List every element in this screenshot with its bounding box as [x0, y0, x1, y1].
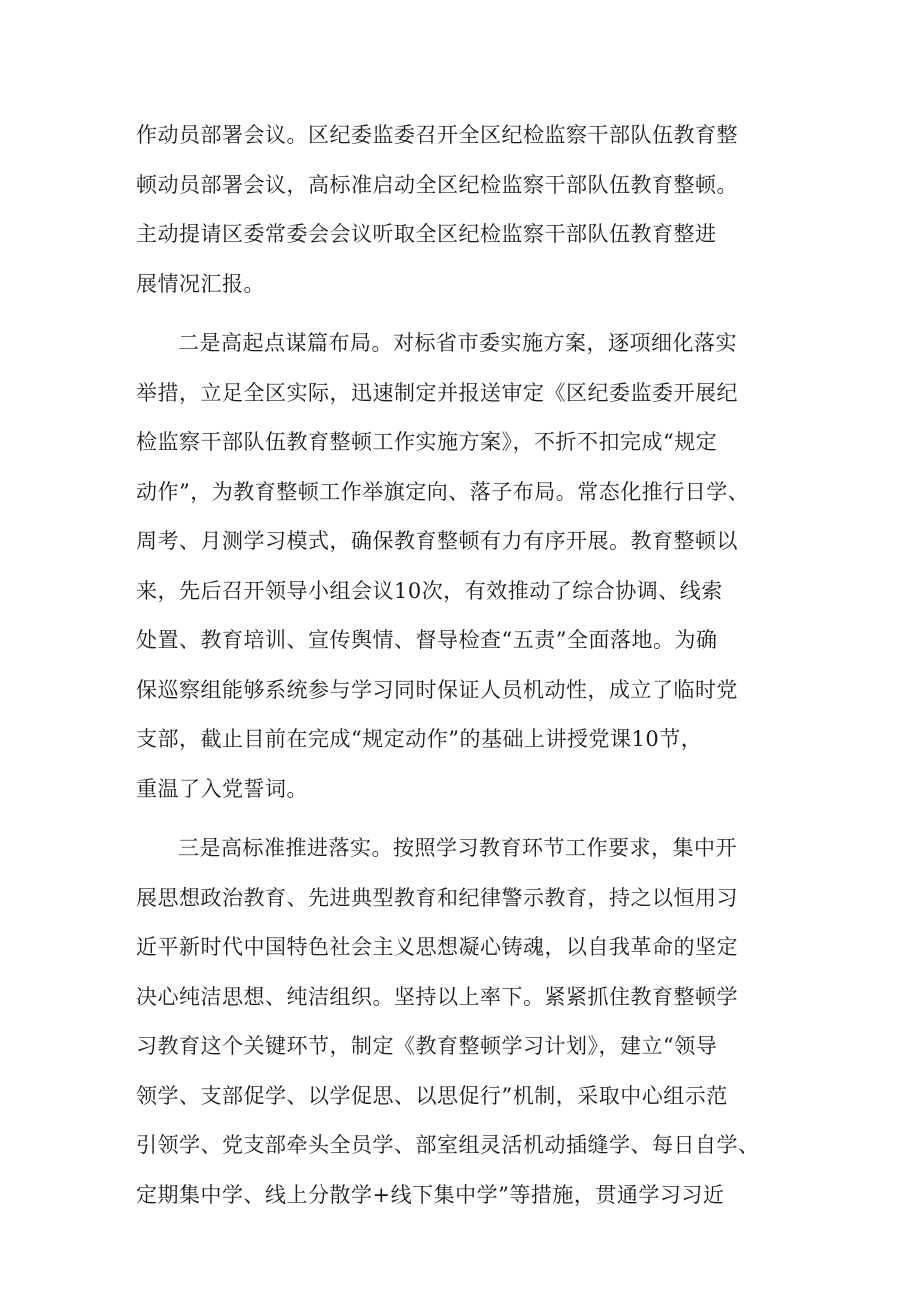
paragraph-line: 领学、支部促学、以学促思、以思促行”机制，采取中心组示范 — [136, 1083, 728, 1108]
paragraph-line: 展情况汇报。 — [136, 271, 265, 296]
paragraph-2 — [136, 319, 796, 814]
paragraph-line: 引领学、党支部牵头全员学、部室组灵活机动插缝学、每日自学、 — [136, 1133, 760, 1157]
paragraph-spacer — [136, 309, 796, 319]
paragraph-line: 重温了入党誓词。 — [136, 776, 308, 801]
paragraph-3 — [136, 824, 796, 1220]
paragraph-line: 展思想政治教育、先进典型教育和纪律警示教育，持之以恒用习 — [136, 885, 738, 910]
paragraph-line: 举措，立足全区实际，迅速制定并报送审定《区纪委监委开展纪 — [136, 380, 738, 405]
paragraph-line: 周考、月测学习模式，确保教育整顿有力有序开展。教育整顿以 — [136, 529, 738, 553]
paragraph-spacer — [136, 814, 796, 824]
paragraph-line: 习教育这个关键环节，制定《教育整顿学习计划》，建立“领导 — [136, 1034, 718, 1058]
paragraph-line: 定期集中学、线上分散学+线下集中学”等措施，贯通学习习近 — [136, 1182, 725, 1207]
paragraph-line: 动作”，为教育整顿工作举旗定向、落子布局。常态化推行日学、 — [136, 479, 750, 504]
paragraph-line: 主动提请区委常委会会议听取全区纪检监察干部队伍教育整进 — [136, 222, 717, 246]
paragraph-line: 保巡察组能够系统参与学习同时保证人员机动性，成立了临时党 — [136, 677, 738, 702]
paragraph-line: 作动员部署会议。区纪委监委召开全区纪检监察干部队伍教育整 — [136, 123, 738, 147]
paragraph-line: 处置、教育培训、宣传舆情、督导检查“五责”全面落地。为确 — [136, 628, 718, 652]
paragraph-line: 来，先后召开领导小组会议10次，有效推动了综合协调、线索 — [136, 578, 723, 603]
document-body — [136, 111, 796, 1220]
paragraph-line: 顿动员部署会议，高标准启动全区纪检监察干部队伍教育整顿。 — [136, 172, 738, 197]
paragraph-line: 支部，截止目前在完成“规定动作”的基础上讲授党课10节， — [136, 727, 703, 751]
paragraph-line: 决心纯洁思想、纯洁组织。坚持以上率下。紧紧抓住教育整顿学 — [136, 984, 738, 1009]
paragraph-line: 检监察干部队伍教育整顿工作实施方案》，不折不扣完成“规定 — [136, 430, 718, 454]
paragraph-line: 三是高标准推进落实。按照学习教育环节工作要求，集中开 — [178, 836, 737, 860]
paragraph-line: 二是高起点谋篇布局。对标省市委实施方案，逐项细化落实 — [178, 331, 737, 355]
paragraph-1 — [136, 111, 796, 309]
paragraph-line: 近平新时代中国特色社会主义思想凝心铸魂，以自我革命的坚定 — [136, 935, 738, 959]
